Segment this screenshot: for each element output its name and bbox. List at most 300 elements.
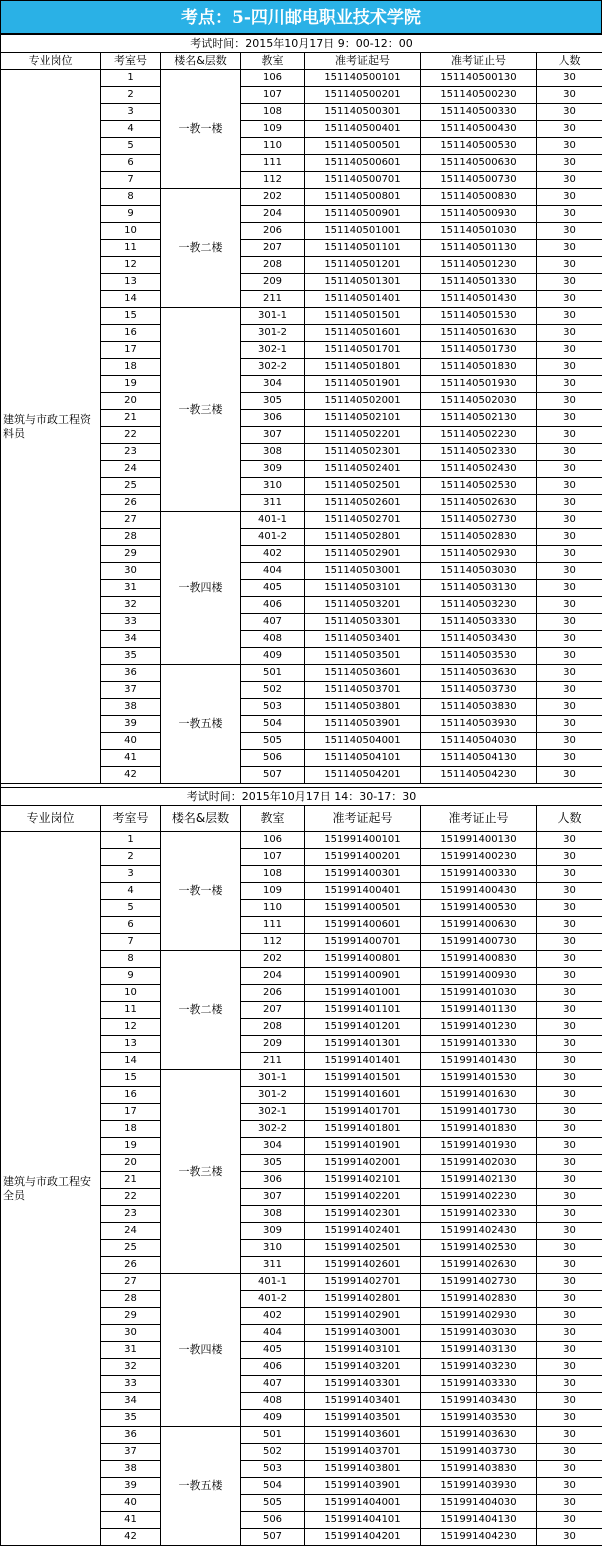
- start-id: 151991401901: [305, 1138, 421, 1155]
- start-id: 151991402601: [305, 1257, 421, 1274]
- room-no: 14: [101, 291, 161, 308]
- header-post: 专业岗位: [1, 53, 101, 70]
- room-no: 29: [101, 1308, 161, 1325]
- candidate-count: 30: [537, 291, 602, 308]
- end-id: 151140502430: [421, 461, 537, 478]
- end-id: 151140500130: [421, 70, 537, 87]
- start-id: 151140501601: [305, 325, 421, 342]
- classroom: 503: [241, 699, 305, 716]
- start-id: 151140503701: [305, 682, 421, 699]
- table-header-row: [1, 53, 602, 70]
- end-id: 151991402330: [421, 1206, 537, 1223]
- classroom: 401-2: [241, 1291, 305, 1308]
- start-id: 151140501001: [305, 223, 421, 240]
- classroom: 408: [241, 631, 305, 648]
- classroom: 209: [241, 1036, 305, 1053]
- start-id: 151991402301: [305, 1206, 421, 1223]
- candidate-count: 30: [537, 155, 602, 172]
- candidate-count: 30: [537, 563, 602, 580]
- candidate-count: 30: [537, 104, 602, 121]
- candidate-count: 30: [537, 70, 602, 87]
- classroom: 301-2: [241, 1087, 305, 1104]
- header-building: 楼名&层数: [161, 53, 241, 70]
- end-id: 151991400830: [421, 951, 537, 968]
- building-floor: 一教四楼: [161, 512, 241, 665]
- header-classroom: 教室: [241, 806, 305, 832]
- end-id: 151140502930: [421, 546, 537, 563]
- start-id: 151140502701: [305, 512, 421, 529]
- candidate-count: 30: [537, 900, 602, 917]
- classroom: 309: [241, 461, 305, 478]
- room-no: 16: [101, 1087, 161, 1104]
- classroom: 310: [241, 478, 305, 495]
- start-id: 151140501801: [305, 359, 421, 376]
- room-no: 38: [101, 699, 161, 716]
- room-no: 34: [101, 1393, 161, 1410]
- end-id: 151991401330: [421, 1036, 537, 1053]
- header-room-no: 考室号: [101, 53, 161, 70]
- candidate-count: 30: [537, 1053, 602, 1070]
- start-id: 151140503901: [305, 716, 421, 733]
- end-id: 151140503030: [421, 563, 537, 580]
- classroom: 202: [241, 189, 305, 206]
- candidate-count: 30: [537, 546, 602, 563]
- end-id: 151991403930: [421, 1478, 537, 1495]
- end-id: 151140501830: [421, 359, 537, 376]
- end-id: 151140501430: [421, 291, 537, 308]
- classroom: 404: [241, 563, 305, 580]
- classroom: 202: [241, 951, 305, 968]
- classroom: 204: [241, 206, 305, 223]
- start-id: 151140500401: [305, 121, 421, 138]
- end-id: 151991402230: [421, 1189, 537, 1206]
- session-time-row: [1, 788, 602, 806]
- session-time: 考试时间：2015年10月17日 9：00-12：00: [1, 35, 602, 53]
- candidate-count: 30: [537, 1240, 602, 1257]
- end-id: 151991401930: [421, 1138, 537, 1155]
- start-id: 151140500301: [305, 104, 421, 121]
- room-no: 10: [101, 985, 161, 1002]
- classroom: 507: [241, 1529, 305, 1546]
- candidate-count: 30: [537, 1512, 602, 1529]
- end-id: 151140504030: [421, 733, 537, 750]
- room-no: 6: [101, 917, 161, 934]
- candidate-count: 30: [537, 257, 602, 274]
- candidate-count: 30: [537, 529, 602, 546]
- building-floor: 一教二楼: [161, 951, 241, 1070]
- start-id: 151140503101: [305, 580, 421, 597]
- classroom: 107: [241, 849, 305, 866]
- room-no: 31: [101, 580, 161, 597]
- classroom: 108: [241, 866, 305, 883]
- classroom: 407: [241, 614, 305, 631]
- classroom: 204: [241, 968, 305, 985]
- end-id: 151991400330: [421, 866, 537, 883]
- classroom: 405: [241, 580, 305, 597]
- candidate-count: 30: [537, 1019, 602, 1036]
- room-no: 17: [101, 342, 161, 359]
- start-id: 151991403101: [305, 1342, 421, 1359]
- room-no: 21: [101, 1172, 161, 1189]
- room-no: 4: [101, 883, 161, 900]
- classroom: 310: [241, 1240, 305, 1257]
- candidate-count: 30: [537, 665, 602, 682]
- start-id: 151140501301: [305, 274, 421, 291]
- start-id: 151991403801: [305, 1461, 421, 1478]
- room-no: 7: [101, 934, 161, 951]
- end-id: 151991403730: [421, 1444, 537, 1461]
- start-id: 151140500901: [305, 206, 421, 223]
- classroom: 503: [241, 1461, 305, 1478]
- room-no: 28: [101, 529, 161, 546]
- candidate-count: 30: [537, 682, 602, 699]
- classroom: 408: [241, 1393, 305, 1410]
- classroom: 208: [241, 257, 305, 274]
- room-no: 4: [101, 121, 161, 138]
- end-id: 151991402430: [421, 1223, 537, 1240]
- end-id: 151991401130: [421, 1002, 537, 1019]
- room-no: 37: [101, 682, 161, 699]
- classroom: 208: [241, 1019, 305, 1036]
- classroom: 311: [241, 495, 305, 512]
- classroom: 302-2: [241, 359, 305, 376]
- candidate-count: 30: [537, 597, 602, 614]
- room-no: 5: [101, 138, 161, 155]
- start-id: 151991402101: [305, 1172, 421, 1189]
- classroom: 308: [241, 444, 305, 461]
- start-id: 151991403201: [305, 1359, 421, 1376]
- classroom: 109: [241, 121, 305, 138]
- end-id: 151991400730: [421, 934, 537, 951]
- classroom: 211: [241, 1053, 305, 1070]
- candidate-count: 30: [537, 1529, 602, 1546]
- room-no: 36: [101, 1427, 161, 1444]
- end-id: 151140500730: [421, 172, 537, 189]
- building-floor: 一教三楼: [161, 308, 241, 512]
- candidate-count: 30: [537, 461, 602, 478]
- end-id: 151140503930: [421, 716, 537, 733]
- classroom: 401-2: [241, 529, 305, 546]
- end-id: 151991404030: [421, 1495, 537, 1512]
- start-id: 151991401201: [305, 1019, 421, 1036]
- end-id: 151991402030: [421, 1155, 537, 1172]
- room-no: 42: [101, 1529, 161, 1546]
- start-id: 151991403601: [305, 1427, 421, 1444]
- candidate-count: 30: [537, 121, 602, 138]
- candidate-count: 30: [537, 1121, 602, 1138]
- classroom: 506: [241, 750, 305, 767]
- room-no: 9: [101, 206, 161, 223]
- candidate-count: 30: [537, 325, 602, 342]
- start-id: 151140502001: [305, 393, 421, 410]
- start-id: 151991402501: [305, 1240, 421, 1257]
- classroom: 207: [241, 240, 305, 257]
- building-floor: 一教五楼: [161, 665, 241, 784]
- header-end-id: 准考证止号: [421, 806, 537, 832]
- start-id: 151991403701: [305, 1444, 421, 1461]
- candidate-count: 30: [537, 274, 602, 291]
- end-id: 151140502630: [421, 495, 537, 512]
- start-id: 151991403401: [305, 1393, 421, 1410]
- start-id: 151991400901: [305, 968, 421, 985]
- end-id: 151991403130: [421, 1342, 537, 1359]
- room-no: 20: [101, 393, 161, 410]
- end-id: 151140503130: [421, 580, 537, 597]
- room-no: 1: [101, 832, 161, 849]
- classroom: 301-1: [241, 1070, 305, 1087]
- room-no: 6: [101, 155, 161, 172]
- classroom: 407: [241, 1376, 305, 1393]
- start-id: 151991403001: [305, 1325, 421, 1342]
- classroom: 502: [241, 682, 305, 699]
- header-building: 楼名&层数: [161, 806, 241, 832]
- candidate-count: 30: [537, 1223, 602, 1240]
- candidate-count: 30: [537, 849, 602, 866]
- start-id: 151991401101: [305, 1002, 421, 1019]
- candidate-count: 30: [537, 750, 602, 767]
- candidate-count: 30: [537, 631, 602, 648]
- end-id: 151991402930: [421, 1308, 537, 1325]
- end-id: 151140500630: [421, 155, 537, 172]
- candidate-count: 30: [537, 985, 602, 1002]
- room-no: 24: [101, 1223, 161, 1240]
- end-id: 151991400530: [421, 900, 537, 917]
- end-id: 151991401230: [421, 1019, 537, 1036]
- classroom: 301-1: [241, 308, 305, 325]
- exam-room-table: [0, 34, 602, 1546]
- room-no: 26: [101, 495, 161, 512]
- end-id: 151140502230: [421, 427, 537, 444]
- end-id: 151991400230: [421, 849, 537, 866]
- start-id: 151140502101: [305, 410, 421, 427]
- candidate-count: 30: [537, 716, 602, 733]
- candidate-count: 30: [537, 699, 602, 716]
- start-id: 151140502201: [305, 427, 421, 444]
- candidate-count: 30: [537, 832, 602, 849]
- classroom: 406: [241, 1359, 305, 1376]
- start-id: 151140503401: [305, 631, 421, 648]
- room-no: 41: [101, 1512, 161, 1529]
- start-id: 151991401301: [305, 1036, 421, 1053]
- candidate-count: 30: [537, 1461, 602, 1478]
- header-count: 人数: [537, 53, 602, 70]
- room-no: 29: [101, 546, 161, 563]
- start-id: 151140502801: [305, 529, 421, 546]
- room-no: 12: [101, 257, 161, 274]
- candidate-count: 30: [537, 478, 602, 495]
- candidate-count: 30: [537, 934, 602, 951]
- candidate-count: 30: [537, 1257, 602, 1274]
- page-title: 考点：5-四川邮电职业技术学院: [0, 0, 602, 34]
- classroom: 211: [241, 291, 305, 308]
- room-no: 19: [101, 376, 161, 393]
- candidate-count: 30: [537, 308, 602, 325]
- room-no: 22: [101, 1189, 161, 1206]
- start-id: 151991400301: [305, 866, 421, 883]
- end-id: 151991401730: [421, 1104, 537, 1121]
- candidate-count: 30: [537, 1138, 602, 1155]
- end-id: 151140502830: [421, 529, 537, 546]
- start-id: 151991402401: [305, 1223, 421, 1240]
- classroom: 304: [241, 376, 305, 393]
- table-header-row: [1, 806, 602, 832]
- candidate-count: 30: [537, 1325, 602, 1342]
- session-time: 考试时间：2015年10月17日 14：30-17：30: [1, 788, 602, 806]
- start-id: 151140500801: [305, 189, 421, 206]
- header-count: 人数: [537, 806, 602, 832]
- end-id: 151140503730: [421, 682, 537, 699]
- start-id: 151140503601: [305, 665, 421, 682]
- start-id: 151991400501: [305, 900, 421, 917]
- post-name: 建筑与市政工程资料员: [1, 70, 101, 784]
- start-id: 151991402901: [305, 1308, 421, 1325]
- start-id: 151991404101: [305, 1512, 421, 1529]
- candidate-count: 30: [537, 359, 602, 376]
- building-floor: 一教四楼: [161, 1274, 241, 1427]
- room-no: 8: [101, 951, 161, 968]
- header-end-id: 准考证止号: [421, 53, 537, 70]
- candidate-count: 30: [537, 138, 602, 155]
- classroom: 106: [241, 832, 305, 849]
- end-id: 151140500230: [421, 87, 537, 104]
- room-no: 1: [101, 70, 161, 87]
- classroom: 402: [241, 546, 305, 563]
- end-id: 151991400930: [421, 968, 537, 985]
- start-id: 151991400701: [305, 934, 421, 951]
- end-id: 151140500330: [421, 104, 537, 121]
- classroom: 311: [241, 1257, 305, 1274]
- room-no: 13: [101, 274, 161, 291]
- classroom: 109: [241, 883, 305, 900]
- header-start-id: 准考证起号: [305, 53, 421, 70]
- end-id: 151140500830: [421, 189, 537, 206]
- classroom: 307: [241, 1189, 305, 1206]
- classroom: 405: [241, 1342, 305, 1359]
- start-id: 151140503501: [305, 648, 421, 665]
- start-id: 151140502501: [305, 478, 421, 495]
- classroom: 307: [241, 427, 305, 444]
- classroom: 209: [241, 274, 305, 291]
- classroom: 302-1: [241, 1104, 305, 1121]
- classroom: 302-2: [241, 1121, 305, 1138]
- room-no: 35: [101, 648, 161, 665]
- candidate-count: 30: [537, 1172, 602, 1189]
- start-id: 151140501501: [305, 308, 421, 325]
- start-id: 151991400601: [305, 917, 421, 934]
- end-id: 151140503330: [421, 614, 537, 631]
- candidate-count: 30: [537, 342, 602, 359]
- start-id: 151991403901: [305, 1478, 421, 1495]
- room-no: 32: [101, 597, 161, 614]
- candidate-count: 30: [537, 1444, 602, 1461]
- candidate-count: 30: [537, 580, 602, 597]
- start-id: 151140500201: [305, 87, 421, 104]
- end-id: 151991403230: [421, 1359, 537, 1376]
- start-id: 151140500601: [305, 155, 421, 172]
- end-id: 151140501730: [421, 342, 537, 359]
- end-id: 151140501030: [421, 223, 537, 240]
- candidate-count: 30: [537, 189, 602, 206]
- classroom: 112: [241, 934, 305, 951]
- session-time-row: [1, 35, 602, 53]
- end-id: 151140501230: [421, 257, 537, 274]
- classroom: 206: [241, 223, 305, 240]
- candidate-count: 30: [537, 1393, 602, 1410]
- table-row: [1, 832, 602, 849]
- room-no: 38: [101, 1461, 161, 1478]
- classroom: 507: [241, 767, 305, 784]
- classroom: 506: [241, 1512, 305, 1529]
- header-classroom: 教室: [241, 53, 305, 70]
- candidate-count: 30: [537, 917, 602, 934]
- classroom: 308: [241, 1206, 305, 1223]
- classroom: 404: [241, 1325, 305, 1342]
- end-id: 151140501330: [421, 274, 537, 291]
- end-id: 151140500530: [421, 138, 537, 155]
- room-no: 18: [101, 359, 161, 376]
- end-id: 151140503630: [421, 665, 537, 682]
- header-room-no: 考室号: [101, 806, 161, 832]
- table-row: [1, 70, 602, 87]
- classroom: 401-1: [241, 1274, 305, 1291]
- end-id: 151991401630: [421, 1087, 537, 1104]
- end-id: 151991402630: [421, 1257, 537, 1274]
- end-id: 151991403030: [421, 1325, 537, 1342]
- start-id: 151140502301: [305, 444, 421, 461]
- classroom: 309: [241, 1223, 305, 1240]
- candidate-count: 30: [537, 1291, 602, 1308]
- start-id: 151140500101: [305, 70, 421, 87]
- end-id: 151991402130: [421, 1172, 537, 1189]
- start-id: 151991400101: [305, 832, 421, 849]
- start-id: 151140502601: [305, 495, 421, 512]
- room-no: 22: [101, 427, 161, 444]
- room-no: 20: [101, 1155, 161, 1172]
- end-id: 151991403430: [421, 1393, 537, 1410]
- room-no: 41: [101, 750, 161, 767]
- end-id: 151140501130: [421, 240, 537, 257]
- start-id: 151140500701: [305, 172, 421, 189]
- end-id: 151991401030: [421, 985, 537, 1002]
- room-no: 26: [101, 1257, 161, 1274]
- room-no: 25: [101, 1240, 161, 1257]
- classroom: 306: [241, 410, 305, 427]
- candidate-count: 30: [537, 1036, 602, 1053]
- room-no: 24: [101, 461, 161, 478]
- candidate-count: 30: [537, 1206, 602, 1223]
- end-id: 151140503230: [421, 597, 537, 614]
- start-id: 151991401401: [305, 1053, 421, 1070]
- candidate-count: 30: [537, 206, 602, 223]
- building-floor: 一教一楼: [161, 70, 241, 189]
- start-id: 151140501101: [305, 240, 421, 257]
- room-no: 35: [101, 1410, 161, 1427]
- candidate-count: 30: [537, 866, 602, 883]
- room-no: 17: [101, 1104, 161, 1121]
- start-id: 151991401001: [305, 985, 421, 1002]
- candidate-count: 30: [537, 427, 602, 444]
- room-no: 23: [101, 1206, 161, 1223]
- end-id: 151140503830: [421, 699, 537, 716]
- end-id: 151140500430: [421, 121, 537, 138]
- room-no: 30: [101, 563, 161, 580]
- room-no: 7: [101, 172, 161, 189]
- candidate-count: 30: [537, 883, 602, 900]
- candidate-count: 30: [537, 1155, 602, 1172]
- room-no: 10: [101, 223, 161, 240]
- end-id: 151991404130: [421, 1512, 537, 1529]
- classroom: 505: [241, 733, 305, 750]
